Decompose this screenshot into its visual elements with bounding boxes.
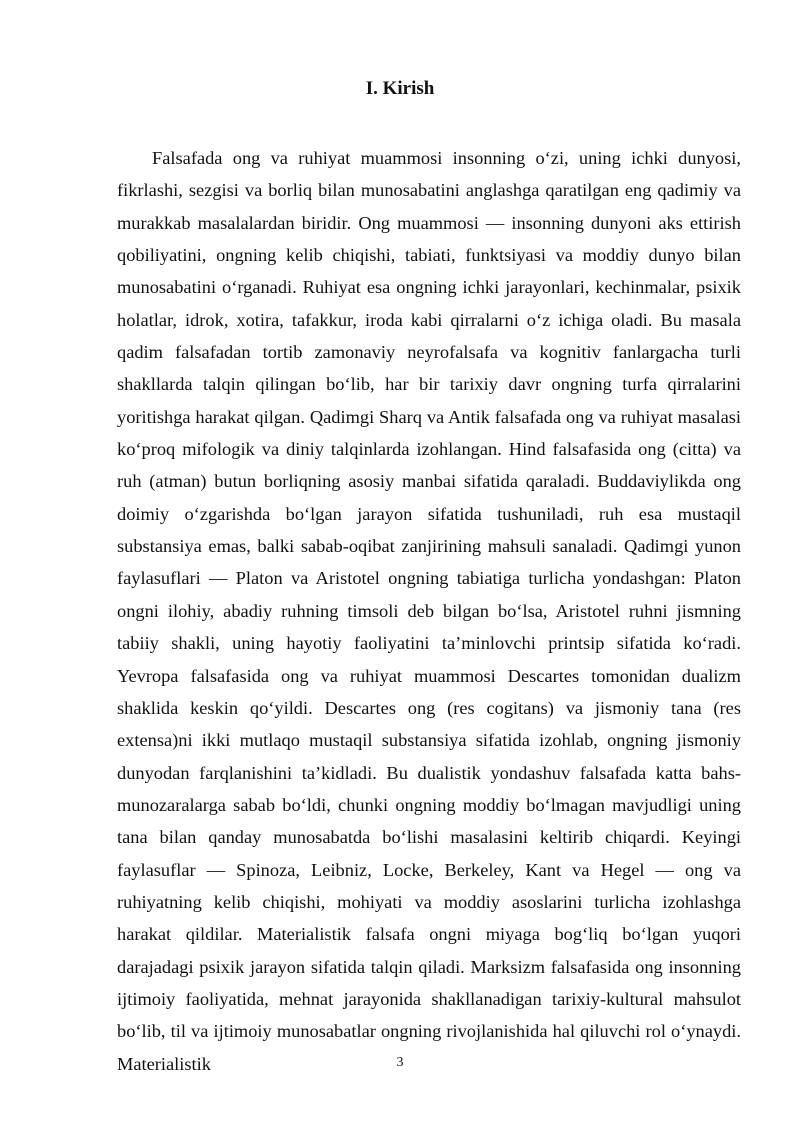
page-number: 3 — [396, 1055, 404, 1070]
body-paragraph: Falsafada ong va ruhiyat muammosi insonning o‘zi, uning ichki dunyosi, fikrlashi, sezgisi va borliq bilan munosabatini anglashga qaratilgan eng qadimiy va murakkab masalalardan biridir. Ong muammosi — insonning dunyoni aks ettirish qobiliyatini, ongning kelib chiqishi, tabiati, funktsiyasi va moddiy dunyo bilan munosabatini o‘rganadi. Ruhiyat esa ongning ichki jarayonlari, kechinmalar, psixik holatlar, idrok, xotira, tafakkur, iroda kabi qirralarni o‘z ichiga oladi. Bu masala qadim falsafadan tortib zamonaviy neyrofalsafa va kognitiv fanlargacha turli shakllarda talqin qilingan bo‘lib, har bir tarixiy davr ongning turfa qirralarini yoritishga harakat qilgan. Qadimgi Sharq va Antik falsafada ong va ruhiyat masalasi ko‘proq mifologik va diniy talqinlarda izohlangan. Hind falsafasida ong (citta) va ruh (atman) butun borliqning asosiy manbai sifatida qaraladi. Buddaviylikda ong doimiy o‘zgarishda bo‘lgan jarayon sifatida tushuniladi, ruh esa mustaqil substansiya emas, balki sabab-oqibat zanjirining mahsuli sanaladi. Qadimgi yunon faylasuflari — Platon va Aristotel ongning tabiatiga turlicha yondashgan: Platon ongni ilohiy, abadiy ruhning timsoli deb bilgan bo‘lsa, Aristotel ruhni jismning tabiiy shakli, uning hayotiy faoliyatini ta’minlovchi printsip sifatida ko‘radi. Yevropa falsafasida ong va ruhiyat muammosi Descartes tomonidan dualizm shaklida keskin qo‘yildi. Descartes ong (res cogitans) va jismoniy tana (res extensa)ni ikki mutlaqo mustaqil substansiya sifatida izohlab, ongning jismoniy dunyodan farqlanishini ta’kidladi. Bu dualistik yondashuv falsafada katta bahs-munozaralarga sabab bo‘ldi, chunki ongning moddiy bo‘lmagan mavjudligi uning tana bilan qanday munosabatda bo‘lishi masalasini keltirib chiqardi. Keyingi faylasuflar — Spinoza, Leibniz, Locke, Berkeley, Kant va Hegel — ong va ruhiyatning kelib chiqishi, mohiyati va moddiy asoslarini turlicha izohlashga harakat qildilar. Materialistik falsafa ongni miyaga bog‘liq bo‘lgan yuqori darajadagi psixik jarayon sifatida talqin qiladi. Marksizm falsafasida ong insonning ijtimoiy faoliyatida, mehnat jarayonida shakllanadigan tarixiy-kultural mahsulot bo‘lib, til va ijtimoiy munosabatlar ongning rivojlanishida hal qiluvchi rol o‘ynaydi. Materialistik — [117, 148, 741, 1074]
section-title: I. Kirish — [365, 78, 435, 99]
